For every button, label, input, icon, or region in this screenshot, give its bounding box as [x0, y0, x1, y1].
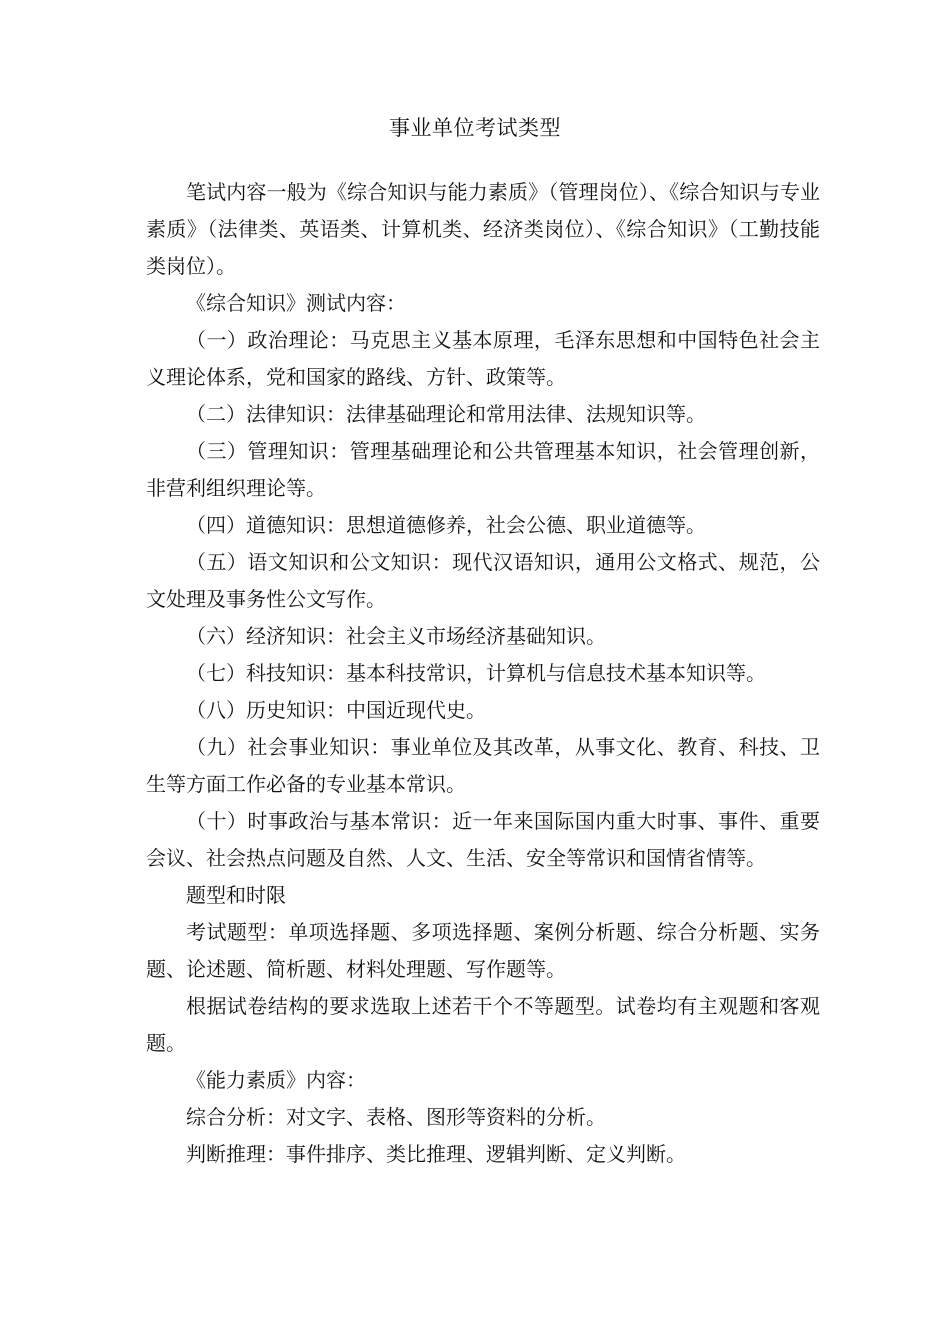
paragraph-item-8: （八）历史知识：中国近现代史。 — [186, 698, 486, 722]
paragraph-item-9: （九）社会事业知识：事业单位及其改革，从事文化、教育、科技、卫生等方面工作必备的专业基本常识。 — [146, 735, 820, 796]
paragraph-item-10: （十）时事政治与基本常识：近一年来国际国内重大时事、事件、重要会议、社会热点问题及自然、人文、生活、安全等常识和国情省情等。 — [146, 809, 820, 870]
paragraph-paper-structure: 根据试卷结构的要求选取上述若干个不等题型。试卷均有主观题和客观题。 — [146, 994, 820, 1055]
paragraph-item-3: （三）管理知识：管理基础理论和公共管理基本知识，社会管理创新，非营利组织理论等。 — [146, 439, 820, 500]
paragraph-comprehensive-analysis: 综合分析：对文字、表格、图形等资料的分析。 — [186, 1105, 606, 1129]
paragraph-question-types: 考试题型：单项选择题、多项选择题、案例分析题、综合分析题、实务题、论述题、简析题、材料处理题、写作题等。 — [146, 920, 820, 981]
paragraph-item-6: （六）经济知识：社会主义市场经济基础知识。 — [186, 624, 606, 648]
paragraph-question-types-heading: 题型和时限 — [186, 883, 286, 907]
paragraph-reasoning: 判断推理：事件排序、类比推理、逻辑判断、定义判断。 — [186, 1142, 686, 1166]
document-body — [146, 174, 820, 1173]
paragraph-item-1: （一）政治理论：马克思主义基本原理，毛泽东思想和中国特色社会主义理论体系，党和国家的路线、方针、政策等。 — [146, 328, 820, 389]
paragraph-item-7: （七）科技知识：基本科技常识，计算机与信息技术基本知识等。 — [186, 661, 766, 685]
paragraph-written-exam-intro: 笔试内容一般为《综合知识与能力素质》（管理岗位）、《综合知识与专业素质》（法律类、英语类、计算机类、经济类岗位）、《综合知识》（工勤技能类岗位）。 — [146, 180, 820, 278]
paragraph-item-5: （五）语文知识和公文知识：现代汉语知识，通用公文格式、规范，公文处理及事务性公文写作。 — [146, 550, 820, 611]
paragraph-general-knowledge-heading: 《综合知识》测试内容： — [186, 291, 406, 315]
paragraph-item-4: （四）道德知识：思想道德修养，社会公德、职业道德等。 — [186, 513, 706, 537]
paragraph-item-2: （二）法律知识：法律基础理论和常用法律、法规知识等。 — [186, 402, 706, 426]
document-title: 事业单位考试类型 — [389, 116, 561, 140]
paragraph-ability-heading: 《能力素质》内容： — [186, 1068, 366, 1092]
